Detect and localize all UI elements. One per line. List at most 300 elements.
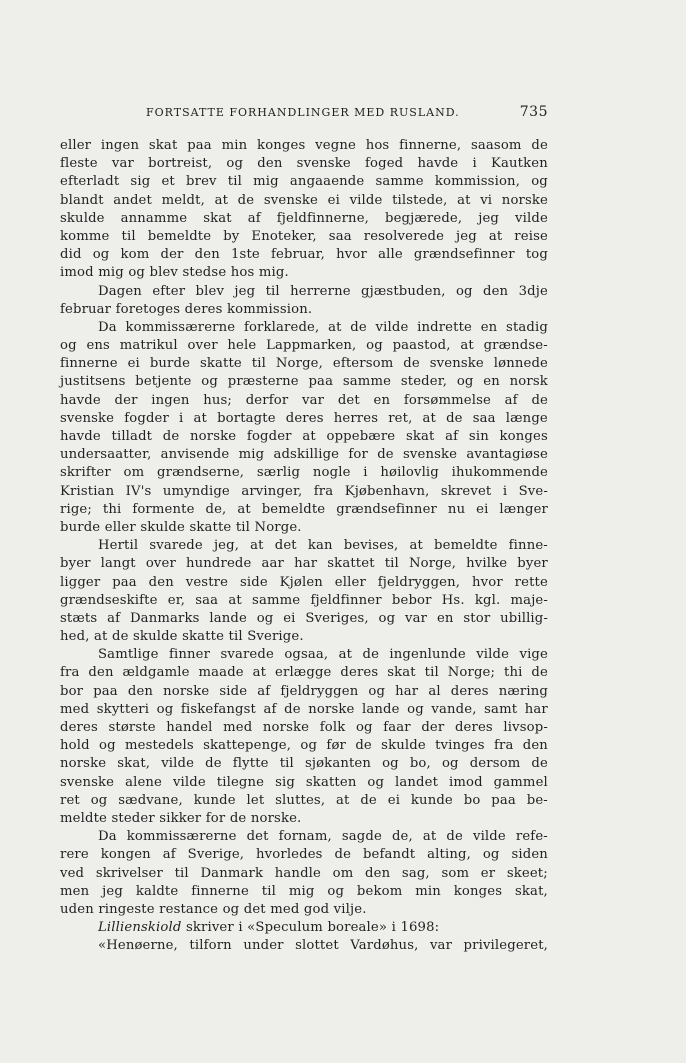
word: skrevet <box>440 483 492 499</box>
word: og <box>201 374 218 390</box>
word: al <box>428 683 441 699</box>
word: tog <box>525 247 548 263</box>
word: bo <box>463 792 481 808</box>
text-line <box>60 428 548 446</box>
word: og <box>482 847 500 863</box>
word: skrifter <box>60 465 111 481</box>
word: tilladt <box>111 429 153 444</box>
word: Norge, <box>408 556 457 572</box>
word: fra <box>493 738 514 754</box>
body-text <box>60 137 548 955</box>
word: min <box>221 138 248 153</box>
word: februar, <box>270 247 326 263</box>
word: vilde <box>476 647 510 663</box>
word: at <box>422 410 436 426</box>
text-line <box>60 646 548 664</box>
word: ei <box>283 610 296 626</box>
word: og <box>355 720 373 735</box>
word: og <box>92 247 110 263</box>
word: jeg <box>234 283 256 299</box>
word: skat <box>387 665 416 681</box>
word: saa <box>472 410 496 426</box>
text-line <box>60 828 548 846</box>
word: til <box>279 756 294 772</box>
word: burde <box>149 356 191 372</box>
word: der <box>160 247 184 263</box>
word: bemeldte <box>434 538 498 554</box>
word: høilovlig <box>380 465 439 481</box>
word: Da <box>98 319 117 335</box>
word: jeg, <box>213 538 240 554</box>
word: meldt, <box>161 192 205 208</box>
word: kommission. <box>227 301 313 317</box>
word: vilde <box>349 192 383 208</box>
word: ligger <box>60 574 101 590</box>
word: at <box>488 228 503 244</box>
word: ihukommende <box>451 465 548 481</box>
word: angaaende <box>289 174 365 190</box>
word: Sverige. <box>247 629 304 645</box>
word: alene <box>125 774 163 790</box>
word: den <box>257 156 283 172</box>
word: Dagen <box>98 283 142 299</box>
word: avantagiøse <box>466 447 548 463</box>
word: af <box>263 701 277 717</box>
word: meldte <box>60 810 107 826</box>
word: med <box>270 901 300 917</box>
word: eftersom <box>332 356 394 372</box>
word: den <box>127 683 154 699</box>
word: men <box>60 883 90 899</box>
word: var <box>429 938 453 954</box>
word: ei <box>476 501 489 517</box>
word: den <box>483 283 509 299</box>
word: forsømmelse <box>403 392 491 408</box>
word: grændsefinner <box>336 501 437 517</box>
word: handel <box>166 720 213 735</box>
word: at <box>328 319 342 335</box>
word: har <box>294 556 318 572</box>
word: skulde <box>60 210 105 226</box>
word: restance <box>159 901 219 917</box>
word: de <box>360 792 377 808</box>
word: arvinger, <box>241 483 303 499</box>
word: vilde <box>375 319 409 335</box>
word: i <box>238 920 243 936</box>
word: de <box>403 356 420 372</box>
word: thi <box>102 501 122 517</box>
word: stor <box>463 610 491 626</box>
word: Danmarks <box>129 610 200 626</box>
word: længer <box>499 501 548 517</box>
word: 1698: <box>400 920 440 936</box>
text-line <box>60 228 548 246</box>
word: resolverede <box>363 228 445 244</box>
word: deres <box>60 720 98 735</box>
word: mig <box>288 883 315 899</box>
word: IV's <box>125 483 152 499</box>
word: ogsaa, <box>284 647 329 663</box>
word: den <box>194 247 220 263</box>
word: over <box>187 338 218 354</box>
word: om <box>332 865 354 881</box>
word: havde <box>417 156 459 172</box>
word: by <box>223 228 240 244</box>
word: Da <box>98 829 117 845</box>
word: til <box>251 356 266 372</box>
word: 1ste <box>230 247 260 263</box>
word: at <box>422 829 437 845</box>
word: af <box>162 847 176 863</box>
text-line <box>60 701 548 719</box>
word: jeg <box>102 883 123 899</box>
word: paastod, <box>392 338 451 354</box>
word: fogder <box>124 410 169 426</box>
word: norske <box>60 756 107 772</box>
word: alting, <box>427 847 471 863</box>
word: de <box>531 756 548 772</box>
text-line <box>60 192 548 210</box>
word: Hertil <box>98 538 139 554</box>
word: var <box>302 392 325 408</box>
word: de <box>111 629 129 645</box>
word: side <box>239 574 268 590</box>
word: nu <box>447 501 466 517</box>
word: indrette <box>417 319 472 335</box>
word: «Henøerne, <box>98 938 178 954</box>
word: Kjøbenhavn, <box>344 483 430 499</box>
word: uden <box>60 901 94 917</box>
word: fiskefangst <box>180 701 256 717</box>
word: Kautken <box>491 156 548 172</box>
word: tvinges <box>435 738 485 754</box>
word: ret <box>60 792 80 808</box>
word: deres <box>450 683 489 699</box>
word: saa <box>195 592 219 608</box>
word: svenske <box>429 356 484 372</box>
word: samme <box>375 174 424 190</box>
word: mig <box>238 447 265 463</box>
word: og <box>128 265 145 281</box>
word: samme <box>342 374 392 390</box>
word: ved <box>60 865 85 881</box>
word: fleste <box>60 156 98 172</box>
word: i <box>502 483 508 499</box>
word: fjeldfinner <box>310 592 382 608</box>
word: bortreist, <box>148 156 213 172</box>
word: eller <box>104 519 136 535</box>
word: Lappmarken, <box>266 338 357 354</box>
word: er <box>480 865 496 881</box>
text-line <box>60 173 548 191</box>
word: den <box>365 865 391 881</box>
word: hvor <box>472 574 503 590</box>
word: landet <box>395 774 439 790</box>
word: norske <box>163 683 210 699</box>
word: samme <box>252 592 301 608</box>
text-line <box>60 865 548 883</box>
word: og <box>366 338 383 354</box>
word: tilstede, <box>392 192 448 208</box>
word: hvilke <box>466 556 508 572</box>
word: begjærede, <box>385 210 463 226</box>
page-header <box>60 106 548 126</box>
word: hos <box>365 138 390 153</box>
word: af <box>504 392 518 408</box>
word: privilegeret, <box>463 938 548 954</box>
word: hvor <box>336 247 367 263</box>
word: erlægge <box>275 665 332 681</box>
word: der <box>421 720 445 735</box>
word: sag, <box>401 865 430 881</box>
word: paa <box>187 138 212 153</box>
word: blev <box>195 283 225 299</box>
word: annamme <box>120 210 188 226</box>
text-line <box>60 519 548 537</box>
word: Danmark <box>200 865 264 881</box>
word: vilde <box>515 210 548 226</box>
word: Vardøhus, <box>350 938 419 954</box>
word: de, <box>205 501 227 517</box>
word: svenske <box>60 774 115 790</box>
word: bemeldte <box>147 228 212 244</box>
word: steder <box>111 810 155 826</box>
word: at <box>457 192 471 208</box>
word: justitsens <box>60 374 126 390</box>
word: de <box>355 738 372 754</box>
text-line <box>60 355 548 373</box>
word: mig <box>98 265 124 281</box>
word: skulde <box>140 519 185 535</box>
word: folk <box>319 720 346 735</box>
word: paa <box>308 374 334 390</box>
word: kunde <box>193 792 236 808</box>
word: undersaatter, <box>60 447 152 463</box>
word: vegne <box>315 138 356 153</box>
word: norske <box>262 720 310 735</box>
word: ei <box>127 356 140 372</box>
text-line <box>60 610 548 628</box>
word: ret, <box>388 410 413 426</box>
word: ubillig- <box>500 610 548 626</box>
text-line <box>60 319 548 337</box>
word: af <box>257 683 271 699</box>
word: Sveriges, <box>305 610 369 626</box>
word: stedse <box>182 265 227 281</box>
word: norske <box>501 192 548 208</box>
word: langt <box>100 556 136 572</box>
word: sædvane, <box>118 792 183 808</box>
word: februar <box>60 301 112 317</box>
word: herres <box>333 410 379 426</box>
text-line <box>60 792 548 810</box>
word: har <box>395 683 419 699</box>
word: mestedels <box>125 738 194 754</box>
word: thi <box>504 665 523 681</box>
word: de <box>362 647 380 663</box>
word: maje- <box>510 592 548 608</box>
word: paa <box>93 683 118 699</box>
text-line <box>60 574 548 592</box>
word: norsk <box>509 374 548 390</box>
word: der <box>114 392 138 408</box>
text-line <box>60 664 548 682</box>
word: fjeldryggen <box>280 683 359 699</box>
text-line <box>60 392 548 410</box>
word: og <box>300 738 318 754</box>
word: bor <box>60 683 84 699</box>
word: kunde <box>410 792 453 808</box>
word: finnerne <box>60 356 118 372</box>
word: at <box>193 410 207 426</box>
word: svenske <box>402 447 458 463</box>
word: skatte <box>189 519 232 535</box>
word: Sve- <box>518 483 548 499</box>
word: herrerne <box>290 283 351 299</box>
word: Kjølen <box>279 574 323 590</box>
word: svarede <box>220 647 274 663</box>
text-line <box>60 628 548 646</box>
word: skattet <box>327 556 375 572</box>
text-line <box>60 155 548 173</box>
word: skat, <box>117 756 151 772</box>
word: den <box>88 665 114 681</box>
word: vilde <box>161 756 195 772</box>
word: de <box>284 701 301 717</box>
word: skat, <box>515 883 548 899</box>
word: de <box>531 138 548 153</box>
word: lande <box>209 610 247 626</box>
word: de <box>350 319 367 335</box>
word: alle <box>378 247 403 263</box>
word: fra <box>313 483 334 499</box>
word: til <box>235 519 251 535</box>
word: ingen <box>100 138 140 153</box>
word: kan <box>307 538 333 554</box>
word: ældgamle <box>122 665 190 681</box>
word: fjeldryggen, <box>377 574 461 590</box>
word: sikker <box>159 810 202 826</box>
word: refe- <box>515 829 548 845</box>
word: kommissærerne <box>126 829 237 845</box>
word: den <box>148 574 174 590</box>
word: kom <box>120 247 150 263</box>
author-name: Lillienskiold <box>98 920 182 936</box>
word: vilje. <box>333 901 367 917</box>
word: bekom <box>356 883 403 899</box>
word: og <box>441 756 459 772</box>
word: til <box>261 883 276 899</box>
word: som <box>441 865 470 881</box>
word: og <box>367 774 385 790</box>
word: sjøkanten <box>304 756 372 772</box>
word: jeg <box>478 210 500 226</box>
word: om <box>123 465 145 481</box>
text-line <box>60 810 548 828</box>
word: lønnede <box>493 356 548 372</box>
word: svenske <box>296 156 351 172</box>
word: skulde <box>133 629 178 645</box>
word: norske. <box>250 810 302 826</box>
word: at <box>252 665 267 681</box>
word: til <box>424 665 439 681</box>
word: grændseskifte <box>60 592 158 608</box>
word: at <box>409 538 423 554</box>
word: stæts <box>60 610 98 626</box>
text-line <box>60 755 548 773</box>
word: be- <box>526 792 548 808</box>
word: deres <box>454 720 493 735</box>
text-line <box>60 301 548 319</box>
word: paa <box>112 574 137 590</box>
word: mig. <box>258 265 289 281</box>
word: fjeldfinnerne, <box>276 210 369 226</box>
word: de <box>205 756 222 772</box>
word: til <box>121 228 136 244</box>
word: deres <box>184 301 223 317</box>
word: eller <box>334 574 366 590</box>
word: min <box>415 883 441 899</box>
word: finne- <box>508 538 548 554</box>
word: Sverige, <box>187 847 245 863</box>
word: konges <box>499 429 548 444</box>
word: i <box>472 156 477 172</box>
word: grændsefinner <box>413 247 515 263</box>
word: det <box>274 538 297 554</box>
word: skat <box>148 138 178 153</box>
word: let <box>246 792 265 808</box>
text-line <box>60 446 548 464</box>
word: Norge; <box>447 665 496 681</box>
running-head: FORTSATTE FORHANDLINGER MED RUSLAND. <box>146 106 460 119</box>
text-line <box>60 537 548 555</box>
word: svenske <box>263 192 318 208</box>
word: siden <box>511 847 548 863</box>
word: hos <box>230 265 255 281</box>
text-line <box>60 592 548 610</box>
word: norske <box>190 429 237 444</box>
word: skulde <box>381 738 426 754</box>
word: grændserne, <box>157 465 245 481</box>
word: burde <box>60 519 101 535</box>
text-line <box>60 719 548 737</box>
word: ingen <box>151 392 190 408</box>
word: skattepenge, <box>203 738 292 754</box>
word: de, <box>391 829 413 845</box>
word: længe <box>505 410 548 426</box>
word: skeet; <box>506 865 548 881</box>
word: nogle <box>312 465 351 481</box>
word: brev <box>186 174 217 190</box>
text-line <box>60 737 548 755</box>
text-line <box>60 373 548 391</box>
word: og <box>531 174 548 190</box>
word: kaldte <box>135 883 179 899</box>
word: vande, <box>431 701 477 717</box>
word: af <box>247 210 261 226</box>
word: byer <box>517 556 548 572</box>
word: de <box>162 429 180 444</box>
text-line <box>60 210 548 228</box>
text-line <box>60 883 548 901</box>
word: adskillige <box>273 447 340 463</box>
word: at <box>228 592 242 608</box>
text-line <box>60 337 548 355</box>
word: eller <box>60 138 92 153</box>
word: saasom <box>470 138 522 153</box>
word: at <box>460 338 474 354</box>
word: skatten <box>305 774 357 790</box>
